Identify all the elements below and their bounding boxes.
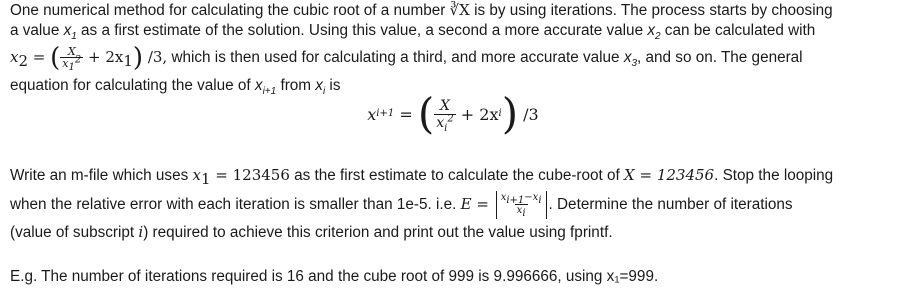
eq-right-paren: ) <box>501 89 519 138</box>
cube-root-symbol: ∛X <box>449 1 470 19</box>
right-paren: ) <box>132 42 144 73</box>
inline-fraction: $\frac{X}{x_1^2}$ <box>62 45 82 74</box>
eq-fraction: $\frac{X}{x_i^2}$ <box>436 97 454 134</box>
para1-line1-text: One numerical method for calculating the cubic root of a number ∛X is by using iterations. The process starts by choosing <box>10 1 833 19</box>
para2-line1: Write an m-file which uses $x_1 = 123456$ as the first estimate to calculate the cube-root of X = 123456. Stop the looping <box>10 166 834 189</box>
iteration-equation: x i+1 = ( $\frac{X}{x_i^2}$ + 2x i ) /3 <box>367 89 539 138</box>
eq-left-paren: ( <box>417 89 435 138</box>
para2-line3: (value of subscript i) required to achieve this criterion and print out the value using fprintf. <box>10 223 613 241</box>
para2-line2: when the relative error with each iteration is smaller than 1e-5. i.e. E = $\frac{x_{i+1}-x_i}{x_i}$ . Determine the number of iterations <box>10 192 793 220</box>
para1-line2: a value $x_1$ as a first estimate of the solution. Using this value, a second a more accurate value $x_2$ can be calculated with <box>10 22 816 43</box>
example-line: E.g. The number of iterations required is 16 and the cube root of 999 is 9.996666, using x₁=999. <box>10 268 659 285</box>
para1-line1 <box>10 0 896 21</box>
para1-line3: $x_2$ = ( $\frac{X}{x_1^2}$ + $2x_1$) /3, which is then used for calculating a third, and more accurate value $x_3$, and so on. The general <box>10 42 803 74</box>
left-paren: ( <box>50 42 61 73</box>
para1-line4: equation for calculating the value of $x_{i+1}$ from $x_i$ is <box>10 77 341 98</box>
relative-error-fraction: $\frac{x_{i+1}-x_i}{x_i}$ <box>494 191 549 219</box>
